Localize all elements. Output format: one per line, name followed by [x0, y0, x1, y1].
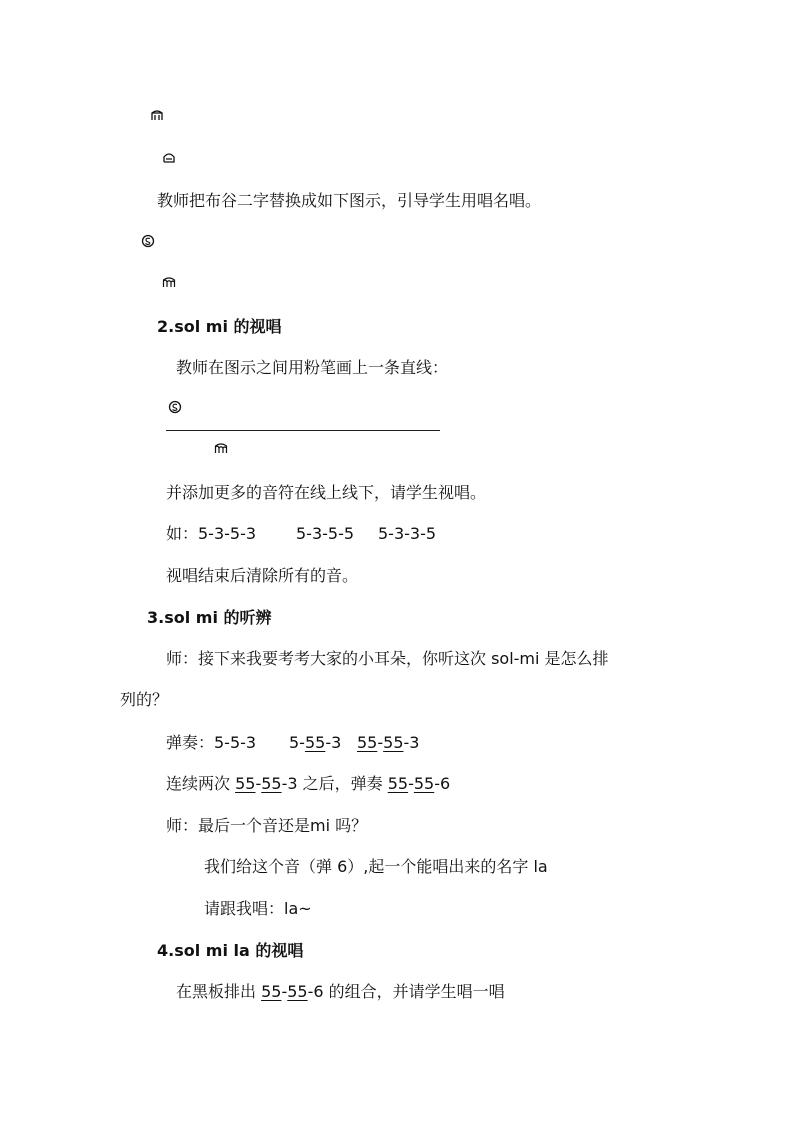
hand-sign-sol-icon [168, 400, 182, 414]
notation-example: 55-55-3 [357, 733, 420, 752]
section-heading: 2.sol mi 的视唱 [157, 317, 282, 336]
paragraph-line: 在黑板排出 55-55-6 的组合，并请学生唱一唱 [176, 982, 505, 1001]
paragraph-line [166, 732, 420, 754]
paragraph-line [166, 523, 437, 545]
chalk-line [166, 430, 440, 431]
paragraph-line: 列的？ [120, 690, 169, 709]
hand-sign-mi-icon [214, 441, 228, 455]
paragraph-line: 视唱结束后清除所有的音。 [166, 566, 359, 585]
paragraph-line: 请跟我唱：la~ [204, 899, 312, 918]
hand-sign-sol-icon [141, 234, 155, 248]
paragraph-line: 师：最后一个音还是mi 吗？ [166, 816, 368, 835]
paragraph-line: 教师在图示之间用粉笔画上一条直线： [176, 358, 449, 377]
notation-example: 如：5-3-5-3 [166, 524, 257, 543]
paragraph-line: 并添加更多的音符在线上线下，请学生视唱。 [166, 483, 487, 502]
hand-sign-bu-icon [150, 108, 164, 122]
notation-example: 弹奏：5-5-3 [166, 733, 257, 752]
paragraph-line: 教师把布谷二字替换成如下图示，引导学生用唱名唱。 [157, 191, 542, 210]
paragraph-line: 师：接下来我要考考大家的小耳朵，你听这次 sol-mi 是怎么排 [166, 649, 609, 668]
notation-example: 5-3-3-5 [378, 524, 437, 543]
hand-sign-mi-icon [162, 275, 176, 289]
paragraph-line: 连续两次 55-55-3 之后，弹奏 55-55-6 [166, 774, 451, 793]
notation-example: 5-3-5-5 [296, 524, 355, 543]
section-heading: 3.sol mi 的听辨 [147, 608, 272, 627]
hand-sign-gu-icon [162, 150, 176, 164]
section-heading: 4.sol mi la 的视唱 [157, 941, 304, 960]
paragraph-line: 我们给这个音（弹 6）,起一个能唱出来的名字 la [204, 857, 548, 876]
notation-example: 5-55-3 [289, 733, 342, 752]
